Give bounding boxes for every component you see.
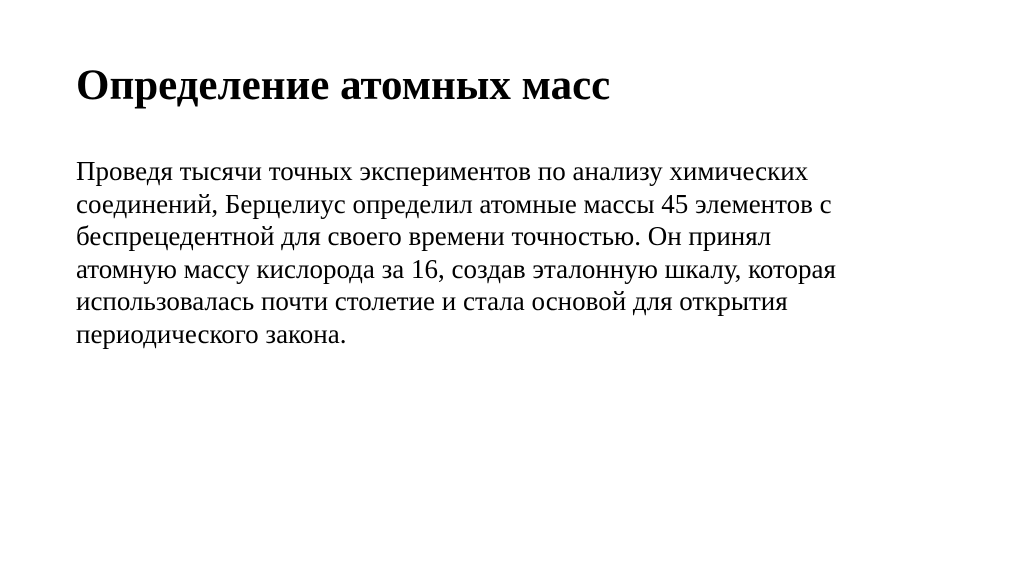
slide-body-paragraph — [76, 155, 956, 350]
slide-title: Определение атомных масс — [76, 62, 611, 109]
body-line: соединений, Берцелиус определил атомные массы 45 элементов с — [76, 188, 832, 219]
body-line: атомную массу кислорода за 16, создав эталонную шкалу, которая — [76, 253, 836, 284]
body-line: Проведя тысячи точных экспериментов по анализу химических — [76, 156, 809, 186]
body-line: использовалась почти столетие и стала основой для открытия — [76, 286, 788, 316]
body-line: периодического закона. — [76, 318, 347, 349]
body-line: беспрецедентной для своего времени точностью. Он принял — [76, 221, 772, 251]
